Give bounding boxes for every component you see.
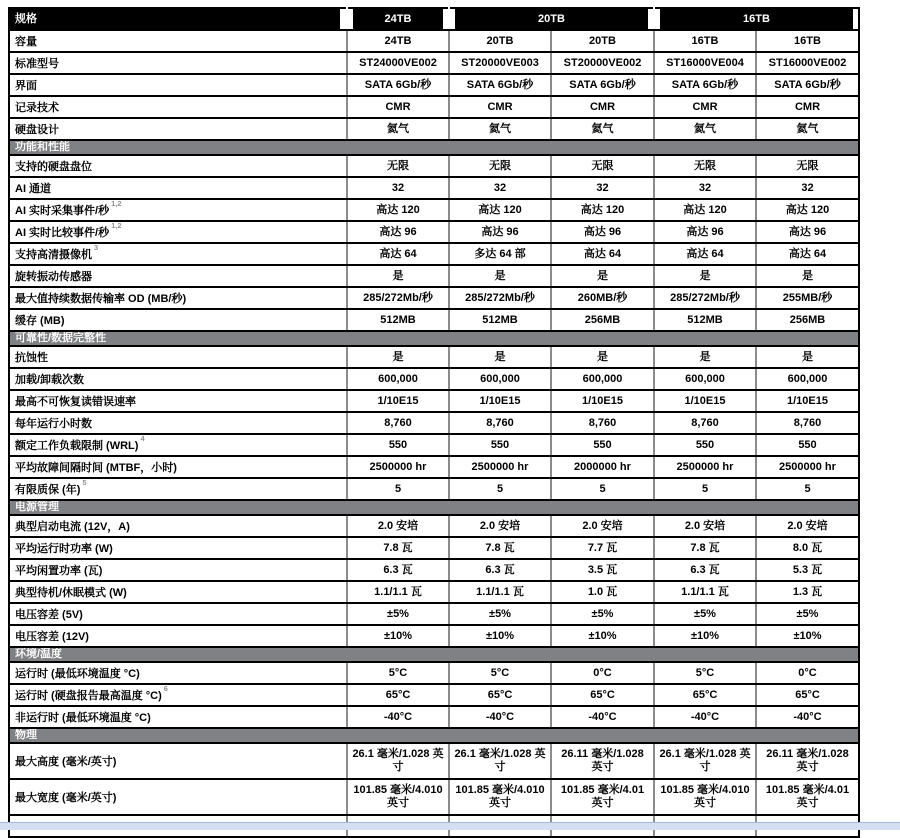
spec-row <box>9 118 859 140</box>
spec-value-cell: 512MB <box>449 309 551 331</box>
spec-value-cell: 2500000 hr <box>449 456 551 478</box>
spec-value-cell: 无限 <box>756 155 859 177</box>
spec-value-cell: 无限 <box>654 155 756 177</box>
spec-value-cell: 无限 <box>347 155 449 177</box>
spec-row-label-text: 标准型号 <box>15 58 59 70</box>
spec-row-label <box>9 118 347 140</box>
spec-value-cell: 285/272Mb/秒 <box>449 287 551 309</box>
spec-value-cell: 2.0 安培 <box>347 515 449 537</box>
capacity-header-label: 16TB <box>660 9 853 29</box>
spec-value-cell: 32 <box>347 177 449 199</box>
spec-row-label-text: 支持的硬盘盘位 <box>15 161 92 173</box>
spec-row-label-text: 支持高清摄像机 <box>15 249 92 261</box>
spec-value-cell: 6.3 瓦 <box>654 559 756 581</box>
spec-value-cell: 600,000 <box>449 368 551 390</box>
spec-row <box>9 96 859 118</box>
spec-value-cell: 550 <box>347 434 449 456</box>
spec-value-cell: 2500000 hr <box>654 456 756 478</box>
spec-value-cell: 26.11 毫米/1.028 英寸 <box>551 743 654 779</box>
spec-row <box>9 537 859 559</box>
spec-row-label-text: 运行时 (最低环境温度 °C) <box>15 668 140 680</box>
spec-row-label <box>9 603 347 625</box>
spec-value-cell: SATA 6Gb/秒 <box>449 74 551 96</box>
spec-row <box>9 368 859 390</box>
spec-row-label <box>9 30 347 52</box>
spec-row-label <box>9 559 347 581</box>
spec-value-cell: 是 <box>551 346 654 368</box>
spec-row-label-text: 抗蚀性 <box>15 352 48 364</box>
spec-value-cell: ±10% <box>449 625 551 647</box>
spec-value-cell: 5°C <box>654 662 756 684</box>
section-header: 电源管理 <box>9 500 859 515</box>
spec-row-label-text: AI 通道 <box>15 183 52 195</box>
spec-value-cell: ±5% <box>449 603 551 625</box>
spec-value-cell: CMR <box>449 96 551 118</box>
spec-row-label <box>9 52 347 74</box>
spec-row-label <box>9 779 347 815</box>
spec-value-cell: 1/10E15 <box>551 390 654 412</box>
spec-value-cell: 高达 120 <box>756 199 859 221</box>
spec-value-cell: 7.8 瓦 <box>449 537 551 559</box>
spec-value-cell: 1/10E15 <box>654 390 756 412</box>
spec-value-cell: 氦气 <box>551 118 654 140</box>
spec-row-label <box>9 199 347 221</box>
spec-row-label <box>9 265 347 287</box>
spec-row <box>9 346 859 368</box>
spec-row <box>9 662 859 684</box>
spec-value-cell: SATA 6Gb/秒 <box>551 74 654 96</box>
spec-value-cell: 8,760 <box>756 412 859 434</box>
spec-value-cell: 氦气 <box>347 118 449 140</box>
spec-value-cell: 2500000 hr <box>347 456 449 478</box>
spec-row-label-text: 最大宽度 (毫米/英寸) <box>15 792 117 804</box>
spec-value-cell: ST24000VE002 <box>347 52 449 74</box>
spec-row-label-text: 额定工作负载限制 (WRL) <box>15 440 139 452</box>
spec-value-cell: 2.0 安培 <box>654 515 756 537</box>
spec-value-cell: 600,000 <box>551 368 654 390</box>
spec-value-cell: 1/10E15 <box>449 390 551 412</box>
spec-row-label <box>9 743 347 779</box>
spec-value-cell: CMR <box>347 96 449 118</box>
spec-row <box>9 779 859 815</box>
spec-row <box>9 434 859 456</box>
spec-row-label <box>9 155 347 177</box>
spec-value-cell: 16TB <box>654 30 756 52</box>
spec-row <box>9 309 859 331</box>
spec-value-cell: 是 <box>756 346 859 368</box>
spec-value-cell: 高达 120 <box>449 199 551 221</box>
spec-row-label <box>9 434 347 456</box>
spec-row-label <box>9 478 347 500</box>
spec-value-cell: 1.1/1.1 瓦 <box>347 581 449 603</box>
spec-row-label <box>9 456 347 478</box>
spec-value-cell: ±10% <box>551 625 654 647</box>
spec-row <box>9 243 859 265</box>
section-header-row <box>9 500 859 515</box>
section-header-row <box>9 331 859 346</box>
spec-row <box>9 706 859 728</box>
spec-value-cell: 2.0 安培 <box>756 515 859 537</box>
spec-value-cell: 550 <box>654 434 756 456</box>
spec-value-cell: 高达 96 <box>347 221 449 243</box>
spec-value-cell: ±10% <box>654 625 756 647</box>
spec-row-label <box>9 684 347 706</box>
spec-value-cell: 8,760 <box>347 412 449 434</box>
spec-value-cell: 65°C <box>449 684 551 706</box>
section-header: 物理 <box>9 728 859 743</box>
spec-value-cell: ±5% <box>756 603 859 625</box>
spec-row <box>9 177 859 199</box>
spec-value-cell: 26.1 毫米/1.028 英寸 <box>449 743 551 779</box>
column-header-spec <box>9 8 347 30</box>
capacity-header-label: 24TB <box>353 9 443 29</box>
spec-value-cell: CMR <box>756 96 859 118</box>
spec-value-cell: 高达 120 <box>654 199 756 221</box>
spec-row <box>9 30 859 52</box>
spec-value-cell: 高达 96 <box>756 221 859 243</box>
footnote-marker: 4 <box>140 434 145 443</box>
spec-value-cell: 32 <box>551 177 654 199</box>
spec-row-label-text: 平均闲置功率 (瓦) <box>15 565 103 577</box>
spec-value-cell: 是 <box>347 346 449 368</box>
spec-row <box>9 581 859 603</box>
spec-row <box>9 52 859 74</box>
spec-value-cell: 5 <box>756 478 859 500</box>
spec-value-cell: 65°C <box>551 684 654 706</box>
spec-value-cell: 101.85 毫米/4.01 英寸 <box>551 779 654 815</box>
spec-value-cell: ST16000VE002 <box>756 52 859 74</box>
spec-value-cell: 是 <box>654 265 756 287</box>
column-header-capacity <box>654 8 859 30</box>
spec-value-cell: 是 <box>654 346 756 368</box>
spec-value-cell: 256MB <box>551 309 654 331</box>
spec-row <box>9 603 859 625</box>
spec-value-cell: 高达 120 <box>551 199 654 221</box>
spec-value-cell: 285/272Mb/秒 <box>347 287 449 309</box>
spec-row-label-text: 界面 <box>15 80 37 92</box>
spec-row-label-text: 最高不可恢复读错误速率 <box>15 396 136 408</box>
spec-value-cell: ±5% <box>347 603 449 625</box>
spec-value-cell: 2500000 hr <box>756 456 859 478</box>
spec-value-cell: 8,760 <box>654 412 756 434</box>
spec-value-cell: 16TB <box>756 30 859 52</box>
spec-row-label <box>9 309 347 331</box>
spec-value-cell: 高达 96 <box>654 221 756 243</box>
horizontal-scrollbar[interactable] <box>0 822 900 830</box>
spec-value-cell: 0°C <box>756 662 859 684</box>
spec-value-cell: 512MB <box>654 309 756 331</box>
spec-value-cell: 5°C <box>347 662 449 684</box>
spec-value-cell: 101.85 毫米/4.010 英寸 <box>654 779 756 815</box>
spec-row-label-text: 容量 <box>15 36 37 48</box>
spec-value-cell: 32 <box>756 177 859 199</box>
spec-value-cell: -40°C <box>347 706 449 728</box>
spec-table-body <box>9 8 859 837</box>
spec-value-cell: 5°C <box>449 662 551 684</box>
spec-row <box>9 155 859 177</box>
spec-value-cell: 氦气 <box>449 118 551 140</box>
spec-value-cell: 256MB <box>756 309 859 331</box>
spec-row-label-text: 有限质保 (年) <box>15 484 81 496</box>
spec-row-label <box>9 537 347 559</box>
spec-value-cell: 101.85 毫米/4.01 英寸 <box>756 779 859 815</box>
spec-value-cell: ±5% <box>654 603 756 625</box>
spec-row <box>9 390 859 412</box>
spec-value-cell: 8,760 <box>551 412 654 434</box>
spec-row-label-text: 电压容差 (12V) <box>15 631 89 643</box>
spec-value-cell: 5 <box>449 478 551 500</box>
spec-row-label <box>9 287 347 309</box>
spec-row <box>9 412 859 434</box>
spec-row-label-text: 旋转振动传感器 <box>15 271 92 283</box>
spec-value-cell: 高达 120 <box>347 199 449 221</box>
spec-value-cell: 1.1/1.1 瓦 <box>449 581 551 603</box>
spec-row-label <box>9 515 347 537</box>
spec-value-cell: 26.1 毫米/1.028 英寸 <box>347 743 449 779</box>
spec-value-cell: 8.0 瓦 <box>756 537 859 559</box>
spec-row-label <box>9 177 347 199</box>
spec-value-cell: -40°C <box>756 706 859 728</box>
spec-row-label-text: 加载/卸载次数 <box>15 374 85 386</box>
spec-value-cell: 260MB/秒 <box>551 287 654 309</box>
spec-value-cell: 1/10E15 <box>347 390 449 412</box>
spec-row-label-text: 电压容差 (5V) <box>15 609 83 621</box>
spec-value-cell: 0°C <box>551 662 654 684</box>
spec-value-cell: 32 <box>449 177 551 199</box>
spec-value-cell: ±10% <box>756 625 859 647</box>
spec-row-label <box>9 346 347 368</box>
spec-value-cell: ST20000VE003 <box>449 52 551 74</box>
spec-value-cell: 5 <box>654 478 756 500</box>
spec-row-label <box>9 662 347 684</box>
spec-value-cell: 20TB <box>551 30 654 52</box>
spec-value-cell: 7.8 瓦 <box>654 537 756 559</box>
spec-row-label <box>9 625 347 647</box>
spec-row-label <box>9 706 347 728</box>
spec-row-label-text: 缓存 (MB) <box>15 315 65 327</box>
spec-value-cell: SATA 6Gb/秒 <box>347 74 449 96</box>
spec-value-cell: CMR <box>654 96 756 118</box>
spec-row-label-text: 典型启动电流 (12V，A) <box>15 521 130 533</box>
spec-row <box>9 684 859 706</box>
spec-value-cell: SATA 6Gb/秒 <box>756 74 859 96</box>
spec-value-cell: ±5% <box>551 603 654 625</box>
section-header-row <box>9 140 859 155</box>
spec-row-label-text: 平均故障间隔时间 (MTBF，小时) <box>15 462 177 474</box>
spec-row-label-text: AI 实时采集事件/秒 <box>15 205 110 217</box>
spec-row <box>9 265 859 287</box>
spec-value-cell: 7.7 瓦 <box>551 537 654 559</box>
spec-value-cell: 5.3 瓦 <box>756 559 859 581</box>
spec-value-cell: 65°C <box>756 684 859 706</box>
spec-value-cell: -40°C <box>551 706 654 728</box>
capacity-header-label: 20TB <box>455 9 648 29</box>
spec-value-cell: 26.1 毫米/1.028 英寸 <box>654 743 756 779</box>
spec-value-cell: 600,000 <box>756 368 859 390</box>
spec-value-cell: 是 <box>347 265 449 287</box>
spec-value-cell: 600,000 <box>347 368 449 390</box>
footnote-marker: 1,2 <box>111 221 122 230</box>
spec-row-label <box>9 390 347 412</box>
spec-value-cell: 32 <box>654 177 756 199</box>
spec-value-cell: 无限 <box>551 155 654 177</box>
spec-row <box>9 625 859 647</box>
header-row <box>9 8 859 30</box>
column-header-capacity <box>449 8 654 30</box>
spec-value-cell: 24TB <box>347 30 449 52</box>
spec-value-cell: 550 <box>449 434 551 456</box>
spec-row-label <box>9 581 347 603</box>
spec-value-cell: 550 <box>551 434 654 456</box>
spec-value-cell: 7.8 瓦 <box>347 537 449 559</box>
spec-value-cell: 是 <box>449 346 551 368</box>
spec-row-label <box>9 412 347 434</box>
spec-value-cell: 512MB <box>347 309 449 331</box>
spec-value-cell: 101.85 毫米/4.010 英寸 <box>347 779 449 815</box>
spec-row <box>9 515 859 537</box>
spec-row-label <box>9 74 347 96</box>
spec-value-cell: 是 <box>756 265 859 287</box>
spec-value-cell: 600,000 <box>654 368 756 390</box>
spec-value-cell: 26.11 毫米/1.028 英寸 <box>756 743 859 779</box>
spec-value-cell: 2.0 安培 <box>449 515 551 537</box>
spec-row <box>9 287 859 309</box>
spec-value-cell: 6.3 瓦 <box>449 559 551 581</box>
spec-value-cell: -40°C <box>654 706 756 728</box>
spec-table <box>8 7 860 838</box>
footnote-marker: 6 <box>163 684 168 693</box>
section-header-row <box>9 728 859 743</box>
spec-row-label-text: 硬盘设计 <box>15 124 59 136</box>
spec-value-cell: 255MB/秒 <box>756 287 859 309</box>
spec-value-cell: 20TB <box>449 30 551 52</box>
spec-value-cell: 101.85 毫米/4.010 英寸 <box>449 779 551 815</box>
spec-value-cell: 2000000 hr <box>551 456 654 478</box>
spec-value-cell: ±10% <box>347 625 449 647</box>
section-header: 功能和性能 <box>9 140 859 155</box>
spec-value-cell: 氦气 <box>756 118 859 140</box>
spec-value-cell: ST20000VE002 <box>551 52 654 74</box>
spec-value-cell: 高达 96 <box>449 221 551 243</box>
spec-value-cell: 1.0 瓦 <box>551 581 654 603</box>
spec-row-label-text: 非运行时 (最低环境温度 °C) <box>15 712 151 724</box>
spec-row-label-text: 典型待机/休眠模式 (W) <box>15 587 127 599</box>
spec-row-label <box>9 243 347 265</box>
section-header-row <box>9 647 859 662</box>
spec-value-cell: 5 <box>347 478 449 500</box>
spec-value-cell: 2.0 安培 <box>551 515 654 537</box>
spec-value-cell: 1.1/1.1 瓦 <box>654 581 756 603</box>
spec-row <box>9 743 859 779</box>
spec-value-cell: -40°C <box>449 706 551 728</box>
spec-header-label: 规格 <box>10 9 340 29</box>
spec-value-cell: 1/10E15 <box>756 390 859 412</box>
spec-value-cell: 高达 64 <box>654 243 756 265</box>
section-header: 环境/温度 <box>9 647 859 662</box>
spec-row <box>9 199 859 221</box>
spec-value-cell: 65°C <box>347 684 449 706</box>
spec-row <box>9 478 859 500</box>
spec-value-cell: 550 <box>756 434 859 456</box>
spec-value-cell: 无限 <box>449 155 551 177</box>
spec-row <box>9 456 859 478</box>
spec-value-cell: 高达 96 <box>551 221 654 243</box>
spec-row-label-text: 最大高度 (毫米/英寸) <box>15 756 117 768</box>
spec-value-cell: SATA 6Gb/秒 <box>654 74 756 96</box>
spec-row-label-text: 记录技术 <box>15 102 59 114</box>
spec-value-cell: 是 <box>449 265 551 287</box>
spec-row-label-text: AI 实时比较事件/秒 <box>15 227 110 239</box>
spec-row-label <box>9 221 347 243</box>
spec-row <box>9 74 859 96</box>
section-header: 可靠性/数据完整性 <box>9 331 859 346</box>
footnote-marker: 3 <box>94 243 99 252</box>
spec-value-cell: 285/272Mb/秒 <box>654 287 756 309</box>
spec-value-cell: 65°C <box>654 684 756 706</box>
spec-value-cell: 是 <box>551 265 654 287</box>
spec-row-label <box>9 368 347 390</box>
spec-value-cell: 6.3 瓦 <box>347 559 449 581</box>
spec-row-label-text: 运行时 (硬盘报告最高温度 °C) <box>15 690 162 702</box>
column-header-capacity <box>347 8 449 30</box>
spec-value-cell: 氦气 <box>654 118 756 140</box>
spec-row-label-text: 平均运行时功率 (W) <box>15 543 113 555</box>
footnote-marker: 5 <box>82 478 87 487</box>
spec-value-cell: 3.5 瓦 <box>551 559 654 581</box>
spec-value-cell: 5 <box>551 478 654 500</box>
footnote-marker: 1,2 <box>111 199 122 208</box>
spec-value-cell: 8,760 <box>449 412 551 434</box>
spec-value-cell: 多达 64 部 <box>449 243 551 265</box>
spec-row-label-text: 每年运行小时数 <box>15 418 92 430</box>
spec-row-label <box>9 96 347 118</box>
spec-row <box>9 221 859 243</box>
spec-value-cell: ST16000VE004 <box>654 52 756 74</box>
spec-row <box>9 559 859 581</box>
spec-value-cell: 高达 64 <box>347 243 449 265</box>
spec-value-cell: 1.3 瓦 <box>756 581 859 603</box>
spec-value-cell: 高达 64 <box>551 243 654 265</box>
spec-row-label-text: 最大值持续数据传输率 OD (MB/秒) <box>15 293 187 305</box>
spec-value-cell: 高达 64 <box>756 243 859 265</box>
spec-value-cell: CMR <box>551 96 654 118</box>
